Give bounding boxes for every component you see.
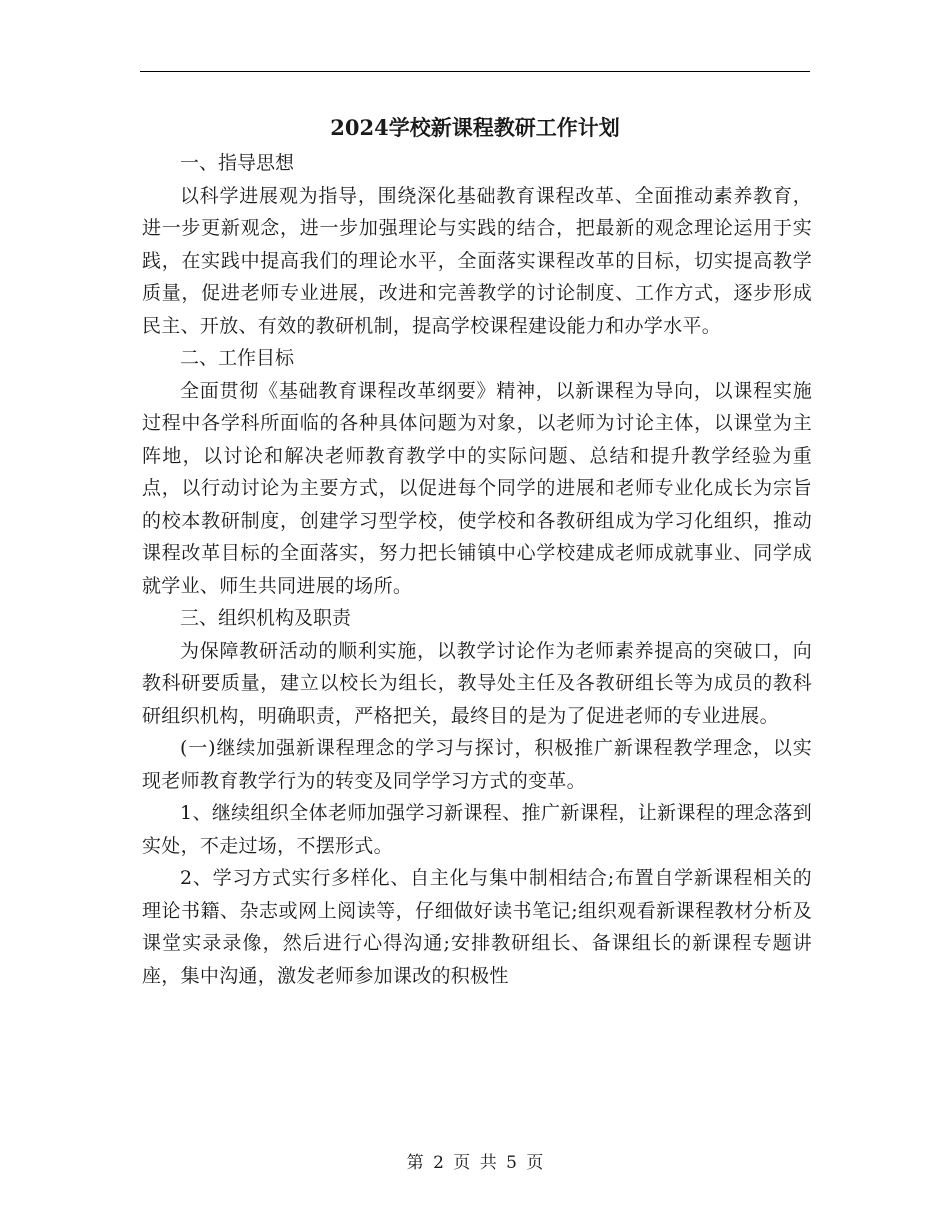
paragraph-subsection-one: (一)继续加强新课程理念的学习与探讨，积极推广新课程教学理念，以实现老师教育教学行为的转变及同学学习方式的变革。 (142, 737, 812, 792)
document-body (142, 147, 812, 992)
document-title: 2024学校新课程教研工作计划 (330, 115, 620, 140)
paragraph-organization: 为保障教研活动的顺利实施，以教学讨论作为老师素养提高的突破口，向教科研要质量，建立以校长为组长，教导处主任及各教研组长等为成员的教科研组织机构，明确职责，严格把关，最终目的是为了促进老师的专业进展。 (142, 639, 812, 727)
paragraph-guiding-thought: 以科学进展观为指导，围绕深化基础教育课程改革、全面推动素养教育，进一步更新观念，进一步加强理论与实践的结合，把最新的观念理论运用于实践，在实践中提高我们的理论水平，全面落实课程改革的目标，切实提高教学质量，促进老师专业进展，改进和完善教学的讨论制度、工作方式，逐步形成民主、开放、有效的教研机制，提高学校课程建设能力和办学水平。 (142, 184, 812, 337)
page-number: 第 2 页 共 5 页 (406, 1153, 544, 1173)
header-rule (140, 71, 810, 72)
section-heading-work-goals: 二、工作目标 (180, 347, 295, 369)
paragraph-item-1: 1、继续组织全体老师加强学习新课程、推广新课程，让新课程的理念落到实处，不走过场，不摆形式。 (142, 802, 812, 857)
paragraph-item-2: 2、学习方式实行多样化、自主化与集中制相结合;布置自学新课程相关的理论书籍、杂志或网上阅读等，仔细做好读书笔记;组织观看新课程教材分析及课堂实录录像，然后进行心得沟通;安排教研组长、备课组长的新课程专题讲座，集中沟通，激发老师参加课改的积极性 (142, 867, 812, 987)
section-heading-organization: 三、组织机构及职责 (180, 607, 352, 629)
section-heading-guiding-thought: 一、指导思想 (180, 152, 295, 174)
paragraph-work-goals: 全面贯彻《基础教育课程改革纲要》精神，以新课程为导向，以课程实施过程中各学科所面临的各种具体问题为对象，以老师为讨论主体，以课堂为主阵地，以讨论和解决老师教育教学中的实际问题、总结和提升教学经验为重点，以行动讨论为主要方式，以促进每个同学的进展和老师专业化成长为宗旨的校本教研制度，创建学习型学校，使学校和各教研组成为学习化组织，推动课程改革目标的全面落实，努力把长铺镇中心学校建成老师成就事业、同学成就学业、师生共同进展的场所。 (142, 379, 812, 597)
